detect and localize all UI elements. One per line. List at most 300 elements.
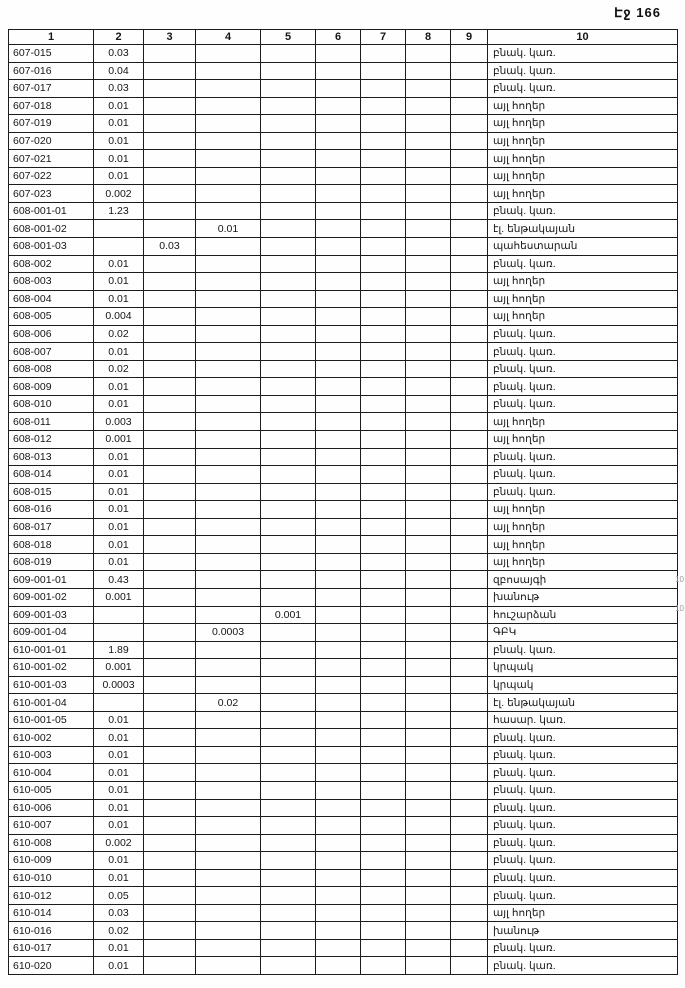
table-row bbox=[9, 518, 678, 536]
table-cell bbox=[316, 448, 361, 466]
table-cell bbox=[196, 378, 261, 396]
table-cell bbox=[406, 238, 451, 256]
table-cell bbox=[144, 378, 196, 396]
table-cell bbox=[406, 360, 451, 378]
table-cell bbox=[316, 308, 361, 326]
table-cell bbox=[406, 325, 451, 343]
table-row bbox=[9, 553, 678, 571]
table-cell bbox=[406, 97, 451, 115]
table-cell: այլ հողեր bbox=[488, 413, 678, 431]
table-cell bbox=[406, 185, 451, 203]
table-cell: 0.01 bbox=[94, 343, 144, 361]
table-cell bbox=[196, 395, 261, 413]
table-cell bbox=[261, 518, 316, 536]
table-cell bbox=[406, 904, 451, 922]
table-cell bbox=[144, 641, 196, 659]
table-cell: բնակ. կառ. bbox=[488, 957, 678, 975]
table-cell bbox=[196, 957, 261, 975]
table-cell: 0.0003 bbox=[94, 676, 144, 694]
table-cell: այլ հողեր bbox=[488, 536, 678, 554]
table-cell bbox=[316, 904, 361, 922]
table-cell: 608-008 bbox=[9, 360, 94, 378]
table-cell: 0.03 bbox=[144, 238, 196, 256]
table-cell: բնակ. կառ. bbox=[488, 483, 678, 501]
table-cell bbox=[196, 817, 261, 835]
table-cell bbox=[361, 238, 406, 256]
table-cell bbox=[316, 536, 361, 554]
table-cell bbox=[316, 167, 361, 185]
table-cell bbox=[196, 729, 261, 747]
table-cell bbox=[451, 62, 488, 80]
table-cell bbox=[144, 676, 196, 694]
table-cell bbox=[144, 45, 196, 63]
table-cell bbox=[361, 413, 406, 431]
table-cell bbox=[316, 501, 361, 519]
table-cell: 0.04 bbox=[94, 62, 144, 80]
table-cell bbox=[196, 202, 261, 220]
table-cell bbox=[451, 764, 488, 782]
table-cell: 1.23 bbox=[94, 202, 144, 220]
table-cell bbox=[316, 45, 361, 63]
table-row bbox=[9, 571, 678, 589]
table-header-row bbox=[9, 30, 678, 45]
table-cell bbox=[361, 185, 406, 203]
table-row bbox=[9, 729, 678, 747]
table-cell bbox=[361, 466, 406, 484]
table-cell bbox=[144, 799, 196, 817]
table-cell bbox=[196, 466, 261, 484]
table-cell: բնակ. կառ. bbox=[488, 395, 678, 413]
table-cell bbox=[451, 45, 488, 63]
table-cell: 0.004 bbox=[94, 308, 144, 326]
table-cell bbox=[261, 80, 316, 98]
table-cell bbox=[361, 799, 406, 817]
table-cell bbox=[361, 448, 406, 466]
table-row bbox=[9, 413, 678, 431]
table-cell: 0.001 bbox=[94, 659, 144, 677]
table-cell bbox=[261, 869, 316, 887]
table-row bbox=[9, 536, 678, 554]
table-cell bbox=[361, 518, 406, 536]
table-cell bbox=[316, 606, 361, 624]
table-cell bbox=[144, 132, 196, 150]
table-cell: 608-014 bbox=[9, 466, 94, 484]
table-cell bbox=[361, 308, 406, 326]
table-cell bbox=[144, 869, 196, 887]
table-row bbox=[9, 431, 678, 449]
table-cell bbox=[451, 150, 488, 168]
table-cell: 607-019 bbox=[9, 115, 94, 133]
table-cell bbox=[316, 343, 361, 361]
table-cell bbox=[144, 694, 196, 712]
table-cell bbox=[361, 588, 406, 606]
table-cell bbox=[261, 325, 316, 343]
table-cell bbox=[361, 536, 406, 554]
table-cell: 0.01 bbox=[94, 273, 144, 291]
table-cell bbox=[261, 746, 316, 764]
table-cell bbox=[451, 922, 488, 940]
table-cell bbox=[451, 238, 488, 256]
table-cell: 0.01 bbox=[94, 518, 144, 536]
table-cell bbox=[144, 202, 196, 220]
table-row bbox=[9, 360, 678, 378]
table-cell bbox=[196, 834, 261, 852]
column-header: 4 bbox=[196, 30, 261, 45]
table-cell: 608-013 bbox=[9, 448, 94, 466]
table-row bbox=[9, 483, 678, 501]
table-cell: 0.01 bbox=[94, 764, 144, 782]
table-cell bbox=[451, 220, 488, 238]
table-cell: 610-004 bbox=[9, 764, 94, 782]
table-cell: խանութ bbox=[488, 588, 678, 606]
table-cell: բնակ. կառ. bbox=[488, 45, 678, 63]
table-cell bbox=[261, 378, 316, 396]
table-cell bbox=[406, 694, 451, 712]
table-cell bbox=[144, 571, 196, 589]
table-cell: 0.002 bbox=[94, 185, 144, 203]
table-cell: 0.002 bbox=[94, 834, 144, 852]
column-header: 8 bbox=[406, 30, 451, 45]
table-cell bbox=[451, 852, 488, 870]
table-cell bbox=[196, 746, 261, 764]
table-row bbox=[9, 202, 678, 220]
table-cell bbox=[144, 939, 196, 957]
table-cell bbox=[144, 904, 196, 922]
table-cell bbox=[144, 624, 196, 642]
table-cell bbox=[406, 764, 451, 782]
table-cell: 0.02 bbox=[196, 694, 261, 712]
table-cell bbox=[361, 97, 406, 115]
table-cell: 0.01 bbox=[94, 939, 144, 957]
table-cell: բնակ. կառ. bbox=[488, 781, 678, 799]
table-cell bbox=[261, 483, 316, 501]
table-cell bbox=[406, 167, 451, 185]
column-header: 1 bbox=[9, 30, 94, 45]
table-cell bbox=[361, 641, 406, 659]
table-cell bbox=[144, 360, 196, 378]
table-cell bbox=[316, 290, 361, 308]
table-cell bbox=[361, 817, 406, 835]
table-cell bbox=[451, 729, 488, 747]
table-cell bbox=[196, 185, 261, 203]
table-cell: 0.01 bbox=[94, 817, 144, 835]
table-cell: 610-009 bbox=[9, 852, 94, 870]
table-cell bbox=[406, 746, 451, 764]
table-cell: 0.01 bbox=[94, 711, 144, 729]
table-cell: 607-016 bbox=[9, 62, 94, 80]
table-cell bbox=[316, 466, 361, 484]
table-cell bbox=[316, 711, 361, 729]
table-cell bbox=[144, 185, 196, 203]
table-cell bbox=[144, 255, 196, 273]
table-cell bbox=[316, 887, 361, 905]
table-cell bbox=[406, 729, 451, 747]
table-cell bbox=[261, 922, 316, 940]
table-cell bbox=[406, 852, 451, 870]
table-cell bbox=[361, 273, 406, 291]
table-cell bbox=[451, 308, 488, 326]
table-cell: 0.01 bbox=[94, 869, 144, 887]
table-cell: բնակ. կառ. bbox=[488, 852, 678, 870]
table-cell bbox=[261, 220, 316, 238]
table-row bbox=[9, 308, 678, 326]
table-row bbox=[9, 869, 678, 887]
table-cell bbox=[196, 290, 261, 308]
table-cell bbox=[261, 536, 316, 554]
table-cell bbox=[144, 413, 196, 431]
table-cell bbox=[144, 957, 196, 975]
table-cell: 0.01 bbox=[94, 852, 144, 870]
table-row bbox=[9, 62, 678, 80]
table-cell: հուշարձան bbox=[488, 606, 678, 624]
table-row bbox=[9, 641, 678, 659]
table-cell bbox=[316, 764, 361, 782]
table-row bbox=[9, 606, 678, 624]
table-cell bbox=[361, 659, 406, 677]
table-cell bbox=[361, 150, 406, 168]
table-cell bbox=[261, 308, 316, 326]
table-cell bbox=[406, 448, 451, 466]
table-cell bbox=[144, 431, 196, 449]
table-cell bbox=[361, 676, 406, 694]
table-cell bbox=[451, 957, 488, 975]
table-cell bbox=[196, 308, 261, 326]
column-header: 9 bbox=[451, 30, 488, 45]
table-row bbox=[9, 887, 678, 905]
table-cell bbox=[451, 536, 488, 554]
table-cell bbox=[361, 132, 406, 150]
table-cell: բնակ. կառ. bbox=[488, 62, 678, 80]
table-cell bbox=[451, 413, 488, 431]
table-cell: 610-003 bbox=[9, 746, 94, 764]
table-cell bbox=[196, 641, 261, 659]
table-cell bbox=[316, 413, 361, 431]
table-cell bbox=[316, 360, 361, 378]
table-cell bbox=[94, 694, 144, 712]
table-cell bbox=[406, 150, 451, 168]
table-cell bbox=[144, 290, 196, 308]
table-cell: 610-005 bbox=[9, 781, 94, 799]
table-cell bbox=[406, 781, 451, 799]
table-cell bbox=[451, 588, 488, 606]
table-row bbox=[9, 904, 678, 922]
table-cell: 609-001-02 bbox=[9, 588, 94, 606]
table-cell: 0.01 bbox=[94, 255, 144, 273]
table-cell bbox=[261, 799, 316, 817]
table-cell bbox=[406, 817, 451, 835]
table-cell: 0.01 bbox=[94, 378, 144, 396]
table-cell bbox=[316, 395, 361, 413]
table-row bbox=[9, 957, 678, 975]
table-cell bbox=[196, 676, 261, 694]
table-cell bbox=[196, 659, 261, 677]
table-row bbox=[9, 764, 678, 782]
table-cell bbox=[451, 817, 488, 835]
table-cell bbox=[144, 764, 196, 782]
table-row bbox=[9, 746, 678, 764]
table-cell bbox=[406, 308, 451, 326]
table-cell bbox=[406, 466, 451, 484]
table-cell bbox=[361, 939, 406, 957]
table-cell bbox=[196, 887, 261, 905]
table-cell bbox=[451, 290, 488, 308]
table-cell bbox=[196, 150, 261, 168]
table-cell: 610-010 bbox=[9, 869, 94, 887]
table-cell: 610-001-05 bbox=[9, 711, 94, 729]
table-cell bbox=[144, 483, 196, 501]
table-cell: 0.01 bbox=[94, 781, 144, 799]
table-row bbox=[9, 624, 678, 642]
table-cell bbox=[451, 553, 488, 571]
table-cell: 0.01 bbox=[94, 466, 144, 484]
table-cell: 0.03 bbox=[94, 45, 144, 63]
table-cell: 0.01 bbox=[94, 729, 144, 747]
table-cell: բնակ. կառ. bbox=[488, 448, 678, 466]
table-cell bbox=[261, 431, 316, 449]
table-cell bbox=[196, 273, 261, 291]
table-cell bbox=[144, 922, 196, 940]
table-cell bbox=[196, 799, 261, 817]
table-row bbox=[9, 255, 678, 273]
table-cell: 609-001-04 bbox=[9, 624, 94, 642]
table-cell: 608-001-02 bbox=[9, 220, 94, 238]
table-cell bbox=[316, 869, 361, 887]
table-cell: այլ հողեր bbox=[488, 501, 678, 519]
table-cell: 608-012 bbox=[9, 431, 94, 449]
table-cell bbox=[451, 746, 488, 764]
table-cell: 0.01 bbox=[94, 97, 144, 115]
table-cell: 0.01 bbox=[94, 115, 144, 133]
table-cell bbox=[144, 553, 196, 571]
table-cell bbox=[144, 606, 196, 624]
table-cell bbox=[451, 360, 488, 378]
table-cell: 0.01 bbox=[94, 483, 144, 501]
table-row bbox=[9, 817, 678, 835]
table-cell bbox=[261, 255, 316, 273]
table-cell bbox=[361, 167, 406, 185]
table-cell bbox=[361, 852, 406, 870]
table-cell bbox=[144, 220, 196, 238]
table-cell bbox=[196, 922, 261, 940]
table-cell: 608-009 bbox=[9, 378, 94, 396]
table-cell bbox=[144, 466, 196, 484]
table-cell bbox=[406, 45, 451, 63]
table-cell: բնակ. կառ. bbox=[488, 80, 678, 98]
table-row bbox=[9, 80, 678, 98]
column-header: 10 bbox=[488, 30, 678, 45]
table-cell bbox=[144, 343, 196, 361]
table-cell bbox=[316, 641, 361, 659]
table-cell bbox=[361, 115, 406, 133]
table-cell bbox=[316, 624, 361, 642]
table-cell: 0.01 bbox=[94, 957, 144, 975]
table-cell: այլ հողեր bbox=[488, 167, 678, 185]
table-cell bbox=[361, 624, 406, 642]
table-cell bbox=[361, 202, 406, 220]
table-cell bbox=[196, 360, 261, 378]
table-row bbox=[9, 799, 678, 817]
table-cell: 0.01 bbox=[196, 220, 261, 238]
table-cell bbox=[316, 62, 361, 80]
table-cell bbox=[406, 290, 451, 308]
table-cell: այլ հողեր bbox=[488, 273, 678, 291]
table-cell bbox=[406, 413, 451, 431]
table-cell bbox=[196, 132, 261, 150]
table-cell: բնակ. կառ. bbox=[488, 869, 678, 887]
table-cell: այլ հողեր bbox=[488, 150, 678, 168]
page-number-label: Էջ 166 bbox=[614, 5, 661, 20]
table-cell: այլ հողեր bbox=[488, 185, 678, 203]
table-cell bbox=[316, 150, 361, 168]
table-cell bbox=[406, 922, 451, 940]
table-cell bbox=[316, 132, 361, 150]
table-cell bbox=[144, 659, 196, 677]
table-cell bbox=[261, 273, 316, 291]
table-cell bbox=[451, 378, 488, 396]
table-cell bbox=[196, 553, 261, 571]
table-cell bbox=[196, 501, 261, 519]
table-cell: 0.01 bbox=[94, 132, 144, 150]
table-cell bbox=[196, 781, 261, 799]
table-cell bbox=[261, 834, 316, 852]
table-cell bbox=[361, 290, 406, 308]
table-cell bbox=[261, 395, 316, 413]
table-cell bbox=[196, 115, 261, 133]
table-cell: այլ հողեր bbox=[488, 115, 678, 133]
table-cell bbox=[406, 606, 451, 624]
table-cell bbox=[144, 150, 196, 168]
table-cell bbox=[406, 202, 451, 220]
table-cell bbox=[196, 518, 261, 536]
table-cell: 0.001 bbox=[94, 431, 144, 449]
table-cell: 608-006 bbox=[9, 325, 94, 343]
table-cell bbox=[451, 202, 488, 220]
table-cell: 608-017 bbox=[9, 518, 94, 536]
table-row bbox=[9, 852, 678, 870]
table-cell bbox=[316, 325, 361, 343]
table-cell: 0.01 bbox=[94, 553, 144, 571]
table-cell bbox=[144, 167, 196, 185]
table-row bbox=[9, 501, 678, 519]
table-cell bbox=[196, 413, 261, 431]
table-cell bbox=[361, 45, 406, 63]
table-cell bbox=[144, 62, 196, 80]
table-cell bbox=[261, 904, 316, 922]
table-cell bbox=[144, 80, 196, 98]
table-cell bbox=[196, 571, 261, 589]
table-cell bbox=[451, 255, 488, 273]
table-cell bbox=[261, 448, 316, 466]
table-row bbox=[9, 834, 678, 852]
table-cell bbox=[406, 395, 451, 413]
table-row bbox=[9, 676, 678, 694]
table-cell: բնակ. կառ. bbox=[488, 799, 678, 817]
table-cell bbox=[196, 62, 261, 80]
table-cell: 609-001-01 bbox=[9, 571, 94, 589]
table-cell: բնակ. կառ. bbox=[488, 764, 678, 782]
table-cell bbox=[451, 395, 488, 413]
table-cell bbox=[261, 676, 316, 694]
table-cell bbox=[196, 588, 261, 606]
table-cell bbox=[361, 764, 406, 782]
table-cell: այլ հողեր bbox=[488, 553, 678, 571]
column-header: 6 bbox=[316, 30, 361, 45]
table-row bbox=[9, 711, 678, 729]
table-cell: պահեստարան bbox=[488, 238, 678, 256]
table-cell bbox=[451, 641, 488, 659]
table-cell bbox=[261, 957, 316, 975]
table-cell bbox=[144, 115, 196, 133]
